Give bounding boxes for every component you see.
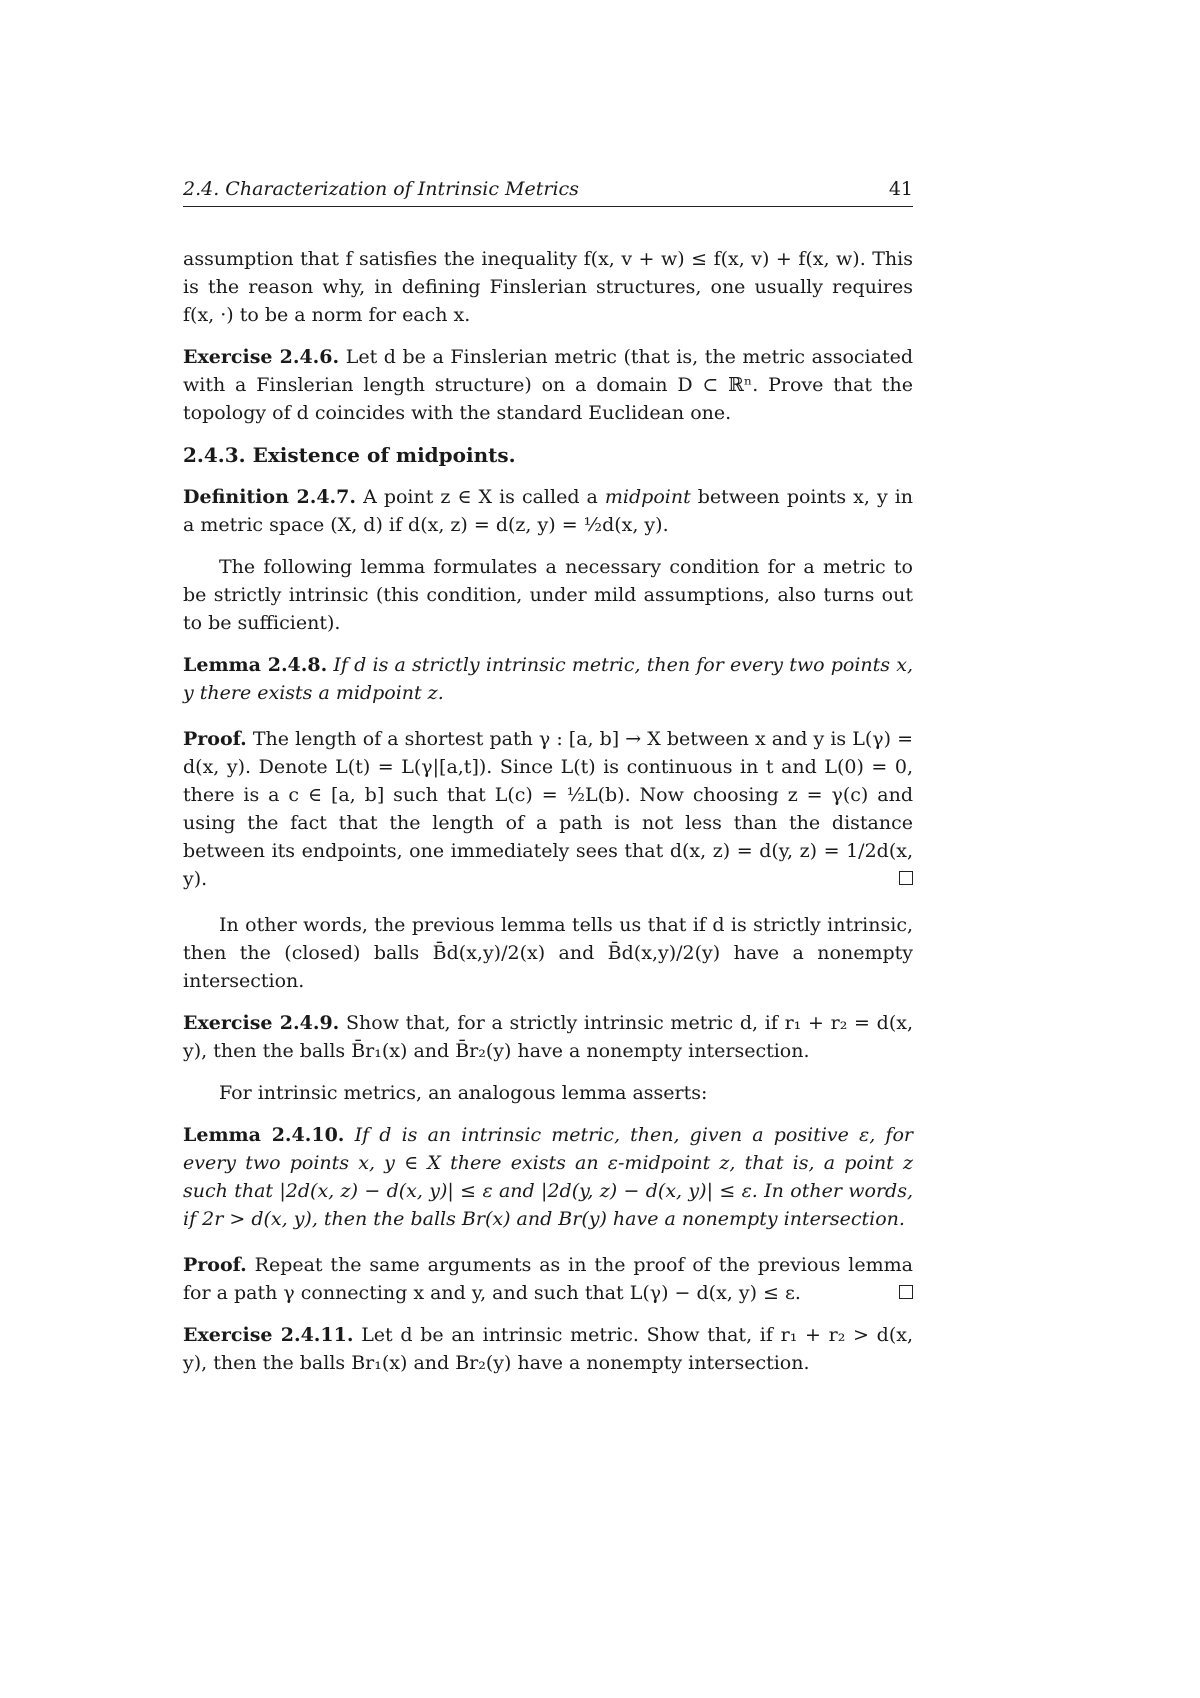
paragraph-balls-intersection: In other words, the previous lemma tells us that if d is strictly intrinsic, then the (closed) balls B̄d(x,y)/2(x) and B̄d(x,y)/2(y) have a nonempty intersection. [183, 914, 913, 992]
definition-term: midpoint [604, 486, 691, 508]
exercise-text: Show that, for a strictly intrinsic metric d, if r₁ + r₂ = d(x, y), then the balls B̄r₁(x) and B̄r₂(y) have a nonempty intersection. [183, 1012, 913, 1062]
lemma-label: Lemma 2.4.8. [183, 654, 328, 676]
paragraph-norm-assumption: assumption that f satisfies the inequality f(x, v + w) ≤ f(x, v) + f(x, w). This is the reason why, in defining Finslerian structures, one usually requires f(x, ·) to be a norm for each x. [183, 248, 913, 326]
exercise-2-4-6 [183, 343, 913, 427]
proof-lemma-2-4-10 [183, 1251, 913, 1307]
exercise-text: Let d be a Finslerian metric (that is, the metric associated with a Finslerian length structure) on a domain D ⊂ ℝⁿ. Prove that the topology of d coincides with the standard Euclidean one. [183, 346, 913, 424]
lemma-text: If d is a strictly intrinsic metric, then for every two points x, y there exists a midpoint z. [183, 654, 913, 704]
proof-label: Proof. [183, 1254, 247, 1276]
proof-lemma-2-4-8 [183, 725, 913, 893]
lemma-2-4-10 [183, 1121, 913, 1233]
book-page [183, 178, 913, 1391]
proof-text: The length of a shortest path γ : [a, b] → X between x and y is L(γ) = d(x, y). Denote L(t) = L(γ|[a,t]). Since L(t) is continuous in t and L(0) = 0, there is a c ∈ [a, b] such that L(c) = ½L(b). Now choosing z = γ(c) and using the fact that the length of a path is not less than the distance between its endpoints, one immediately sees that d(x, z) = d(y, z) = 1/2d(x, y). [183, 728, 914, 890]
exercise-label: Exercise 2.4.6. [183, 346, 340, 368]
running-head [183, 178, 913, 207]
page-body [183, 245, 913, 1377]
lemma-2-4-8 [183, 651, 913, 707]
paragraph-intrinsic-intro: For intrinsic metrics, an analogous lemma asserts: [219, 1082, 708, 1104]
exercise-2-4-11 [183, 1321, 913, 1377]
lemma-text: If d is an intrinsic metric, then, given a positive ε, for every two points x, y ∈ X there exists an ε-midpoint z, that is, a point z such that |2d(x, z) − d(x, y)| ≤ ε and |2d(y, z) − d(x, y)| ≤ ε. In other words, if 2r > d(x, y), then the balls Br(x) and Br(y) have a nonempty intersection. [183, 1124, 913, 1230]
chapter-title: 2.4. Characterization of Intrinsic Metrics [183, 178, 579, 200]
exercise-text: Let d be an intrinsic metric. Show that, if r₁ + r₂ > d(x, y), then the balls Br₁(x) and Br₂(y) have a nonempty intersection. [183, 1324, 913, 1374]
section-heading: 2.4.3. Existence of midpoints. [183, 443, 516, 467]
exercise-label: Exercise 2.4.9. [183, 1012, 340, 1034]
definition-2-4-7 [183, 483, 913, 539]
proof-label: Proof. [183, 728, 247, 750]
definition-text-b: between points x, y in a metric space (X, d) if d(x, z) = d(z, y) = ½d(x, y). [183, 486, 914, 536]
exercise-2-4-9 [183, 1009, 913, 1065]
definition-text-a: A point z ∈ X is called a [363, 486, 598, 508]
qed-square-icon [899, 1285, 913, 1299]
proof-text: Repeat the same arguments as in the proof of the previous lemma for a path γ connecting x and y, and such that L(γ) − d(x, y) ≤ ε. [183, 1254, 913, 1304]
paragraph-lemma-intro: The following lemma formulates a necessary condition for a metric to be strictly intrinsic (this condition, under mild assumptions, also turns out to be sufficient). [183, 556, 913, 634]
lemma-label: Lemma 2.4.10. [183, 1124, 345, 1146]
exercise-label: Exercise 2.4.11. [183, 1324, 354, 1346]
definition-label: Definition 2.4.7. [183, 486, 357, 508]
qed-square-icon [899, 871, 913, 885]
page-number: 41 [888, 178, 913, 200]
